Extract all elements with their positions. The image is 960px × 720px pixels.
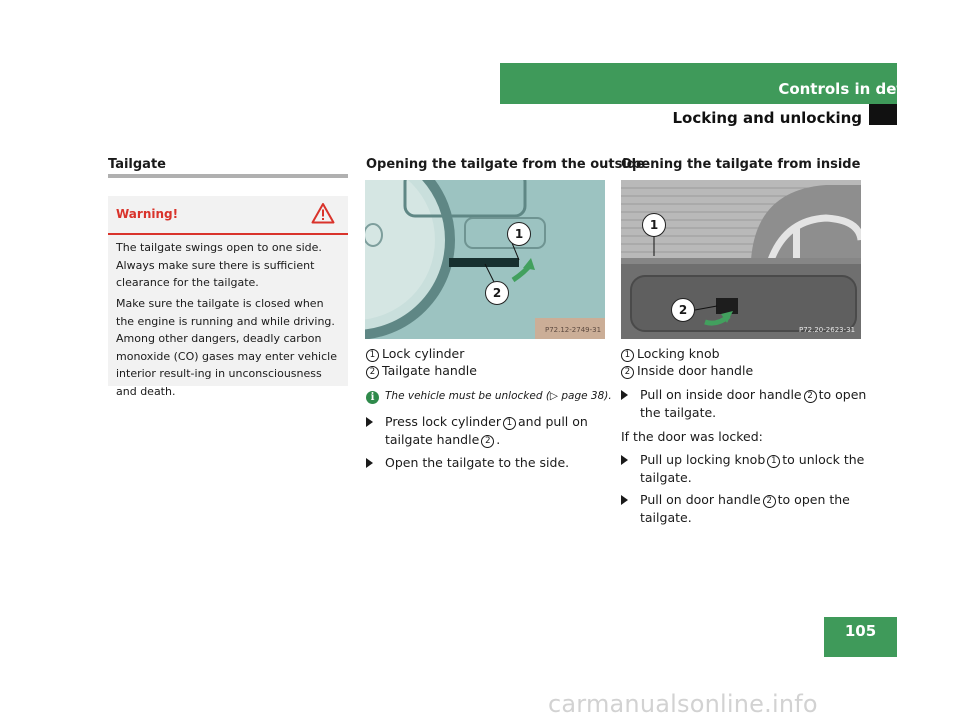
section-title: Locking and unlocking [672, 109, 862, 127]
page-number: 105 [844, 622, 877, 640]
warning-triangle-icon [311, 202, 335, 224]
info-icon: i [366, 391, 379, 404]
bullet-arrow-icon [621, 495, 628, 505]
legend-item: 2 Tailgate handle [366, 362, 477, 379]
callout-1: 1 [507, 222, 531, 246]
callout-2: 2 [485, 281, 509, 305]
section-marker [869, 104, 897, 125]
warning-rule [108, 233, 348, 235]
step-item: Pull on inside door handle 2 to open the tailgate. [621, 386, 871, 422]
watermark: carmanualsonline.info [548, 690, 818, 718]
callout-1: 1 [642, 213, 666, 237]
bullet-arrow-icon [621, 390, 628, 400]
inside-heading: Opening the tailgate from inside [621, 157, 861, 172]
chapter-title: Controls in detail [778, 80, 924, 98]
step-item: Press lock cylinder 1 and pull on tailgate handle 2 . [366, 413, 606, 449]
if-locked-text: If the door was locked: [621, 429, 763, 444]
warning-paragraph-2: Make sure the tailgate is closed when the engine is running and while driving. Among other dangers, deadly carbon monoxide (CO) gases may enter vehicle interior result-ing in unconsciousness and death. [116, 297, 337, 398]
callout-2: 2 [671, 298, 695, 322]
info-note: The vehicle must be unlocked (▷ page 38). [385, 390, 612, 402]
inside-legend [621, 345, 753, 379]
warning-label: Warning! [116, 207, 179, 221]
tailgate-exterior-illustration [365, 180, 605, 339]
legend-item: 1 Locking knob [621, 345, 753, 362]
legend-item: 2 Inside door handle [621, 362, 753, 379]
inside-photo [621, 180, 861, 339]
step-item: Open the tailgate to the side. [366, 454, 606, 472]
heading-rule [108, 174, 348, 178]
step-item: Pull on door handle 2 to open the tailgate. [621, 491, 871, 527]
legend-item: 1 Lock cylinder [366, 345, 477, 362]
bullet-arrow-icon [366, 417, 373, 427]
step-item: Pull up locking knob 1 to unlock the tailgate. [621, 451, 871, 487]
outside-photo [365, 180, 605, 339]
warning-paragraph-1: The tailgate swings open to one side. Always make sure there is sufficient clearance for the tailgate. [116, 241, 322, 289]
bullet-arrow-icon [621, 455, 628, 465]
tailgate-interior-illustration [621, 180, 861, 339]
photo-code: P72.20-2623-31 [799, 326, 856, 334]
tailgate-heading: Tailgate [108, 157, 166, 172]
outside-legend [366, 345, 477, 379]
photo-code: P72.12-2749-31 [545, 326, 602, 334]
bullet-arrow-icon [366, 458, 373, 468]
outside-heading: Opening the tailgate from the outside [366, 157, 645, 172]
